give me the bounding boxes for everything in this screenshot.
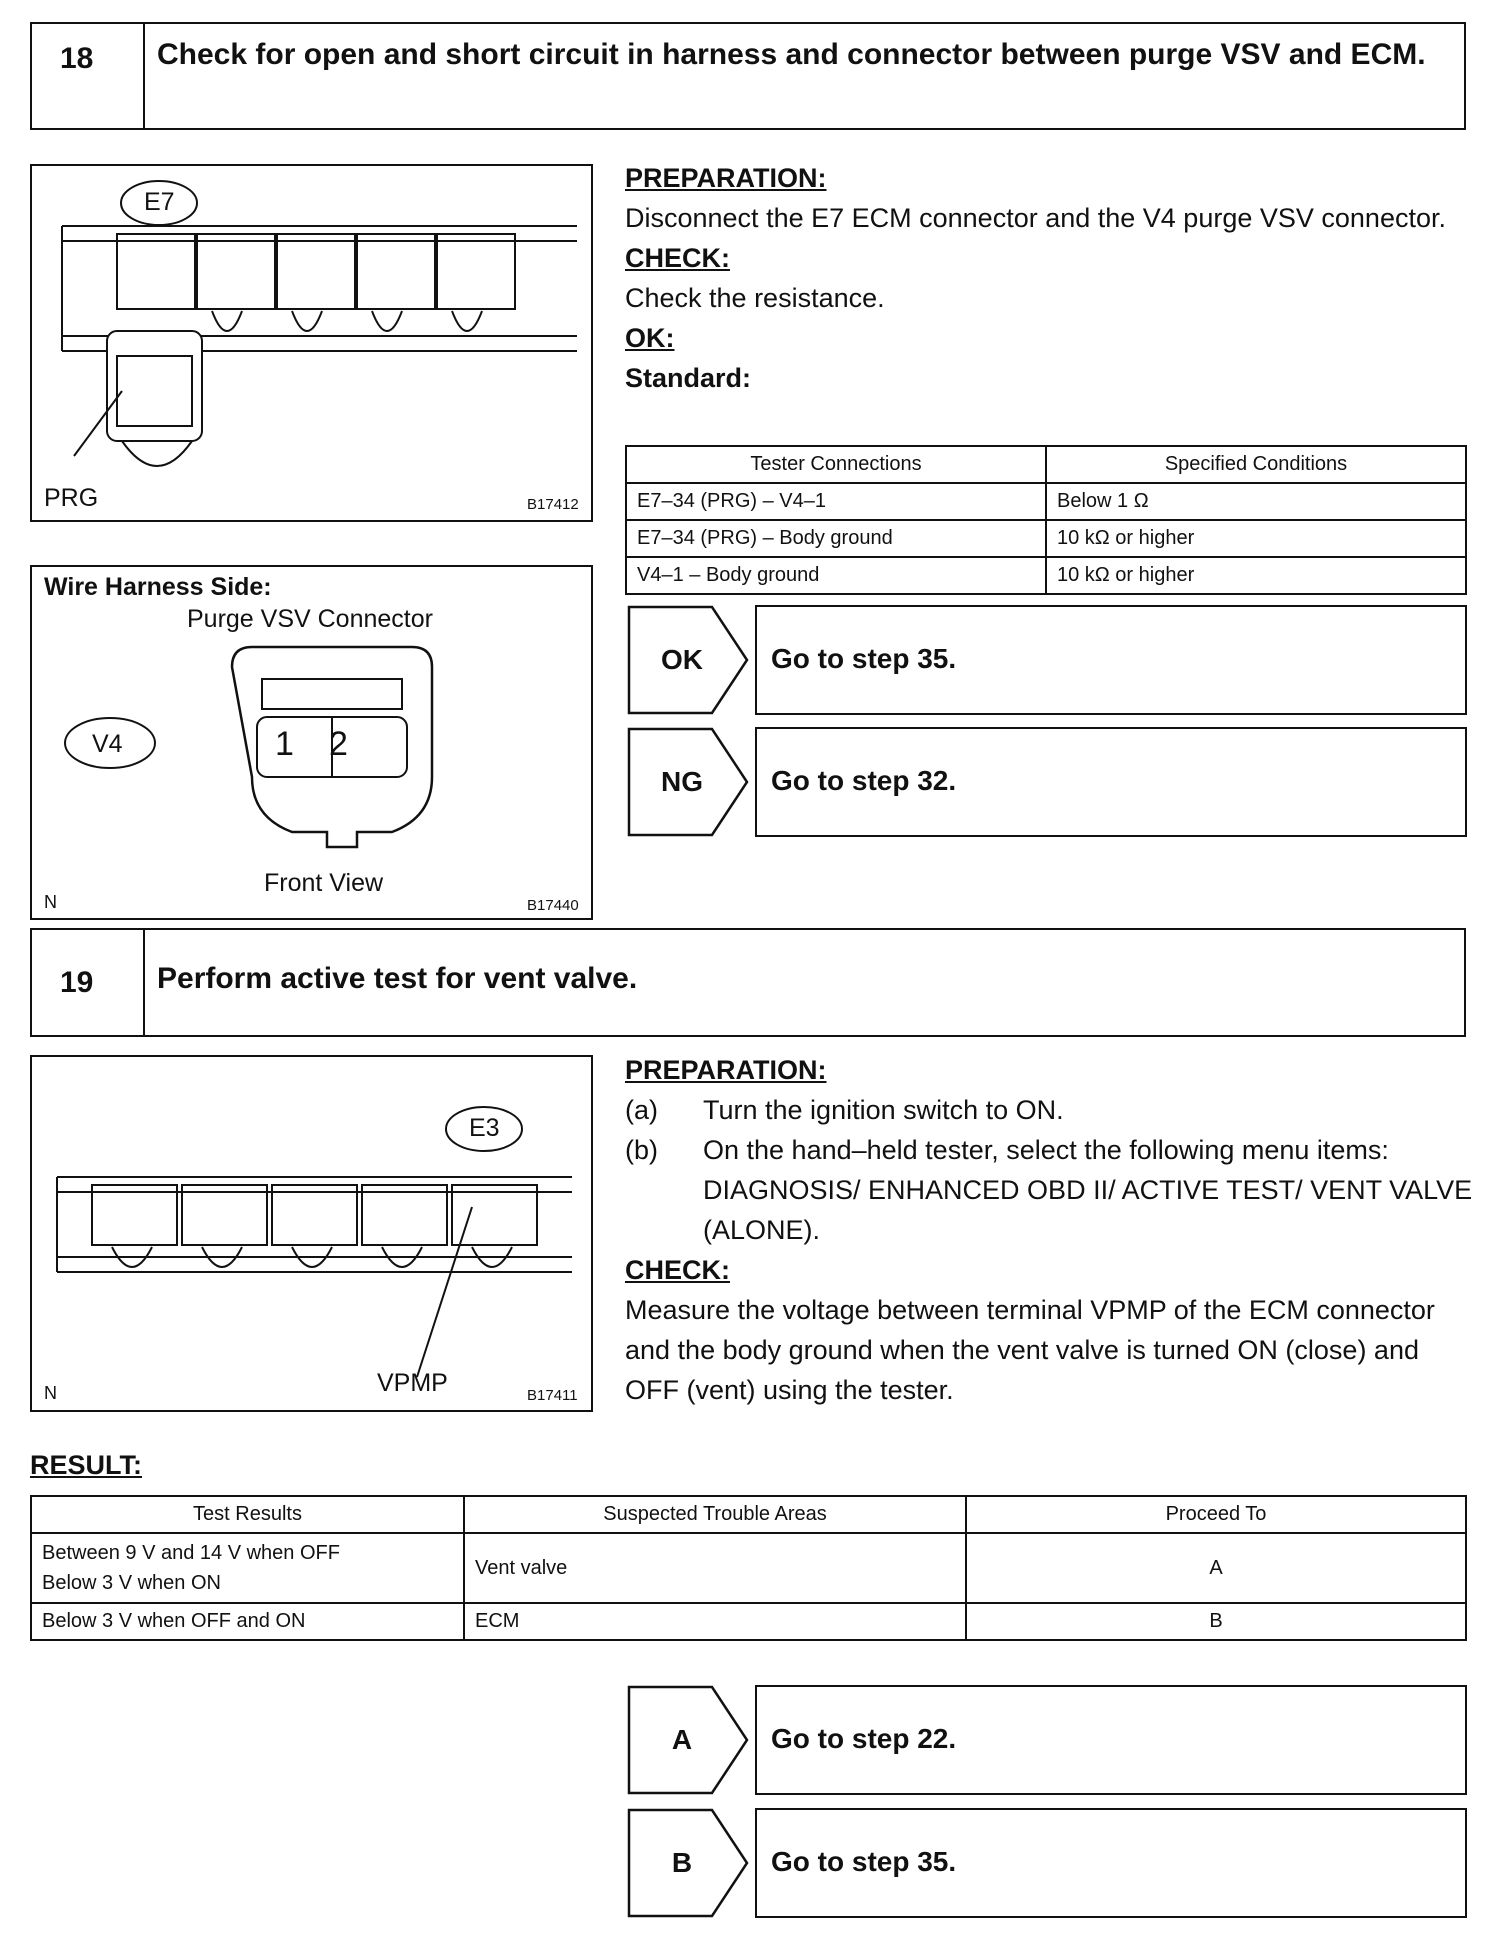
item-key: (a) bbox=[625, 1095, 658, 1125]
result-label: A bbox=[671, 1724, 693, 1755]
table-row bbox=[626, 520, 1466, 557]
result-ok-go-to-step[interactable] bbox=[627, 605, 1467, 715]
connector-label-e3: E3 bbox=[469, 1114, 500, 1142]
resistance-table bbox=[625, 445, 1467, 595]
result-label: OK bbox=[661, 644, 703, 675]
column-header: Specified Conditions bbox=[1046, 446, 1466, 483]
result-label: NG bbox=[661, 766, 703, 797]
corner-mark: N bbox=[44, 892, 57, 912]
ecm-connector-e3-figure bbox=[30, 1055, 593, 1412]
column-header: Test Results bbox=[31, 1496, 464, 1533]
ecm-connector-diagram bbox=[32, 166, 592, 521]
pin-label-vpmp: VPMP bbox=[377, 1369, 448, 1397]
standard-heading: Standard: bbox=[625, 363, 752, 393]
proceed-to: A bbox=[966, 1533, 1466, 1603]
step-18-instructions bbox=[625, 158, 1475, 398]
table-row bbox=[31, 1603, 1466, 1640]
list-item bbox=[625, 1130, 1475, 1250]
step-title: Perform active test for vent valve. bbox=[157, 962, 638, 995]
result-ng-go-to-step[interactable] bbox=[627, 727, 1467, 837]
result-label: B bbox=[671, 1847, 693, 1878]
tester-connection: E7–34 (PRG) – V4–1 bbox=[626, 483, 1046, 520]
test-result: Below 3 V when ON bbox=[42, 1572, 221, 1594]
front-view-label: Front View bbox=[264, 869, 384, 897]
specified-condition: 10 kΩ or higher bbox=[1046, 520, 1466, 557]
step-19-header bbox=[30, 928, 1466, 1037]
result-action[interactable]: Go to step 32. bbox=[755, 727, 1467, 837]
item-text: Turn the ignition switch to ON. bbox=[703, 1095, 1064, 1125]
ecm-connector-e7-figure bbox=[30, 164, 593, 522]
step-number: 18 bbox=[32, 24, 145, 128]
purge-vsv-connector-figure bbox=[30, 565, 593, 920]
step-number: 19 bbox=[32, 930, 145, 1035]
check-heading: CHECK: bbox=[625, 1255, 730, 1285]
tester-connection: V4–1 – Body ground bbox=[626, 557, 1046, 594]
ecm-connector-diagram bbox=[32, 1057, 592, 1411]
item-text: On the hand–held tester, select the following menu items: DIAGNOSIS/ ENHANCED OBD II/ ACTIVE TEST/ VENT VALVE (ALONE). bbox=[703, 1135, 1473, 1245]
wire-harness-side-label: Wire Harness Side: bbox=[44, 573, 272, 601]
figure-code: B17412 bbox=[527, 496, 579, 513]
check-text: Measure the voltage between terminal VPMP of the ECM connector and the body ground when the vent valve is turned ON (close) and OFF (vent) using the tester. bbox=[625, 1295, 1435, 1405]
result-action[interactable]: Go to step 35. bbox=[755, 1808, 1467, 1918]
step-18-header bbox=[30, 22, 1466, 130]
result-action[interactable]: Go to step 35. bbox=[755, 605, 1467, 715]
result-table bbox=[30, 1495, 1467, 1641]
proceed-to: B bbox=[966, 1603, 1466, 1640]
figure-code: B17440 bbox=[527, 897, 579, 914]
check-heading: CHECK: bbox=[625, 243, 730, 273]
connector-label-v4: V4 bbox=[92, 730, 123, 758]
figure-code: B17411 bbox=[527, 1387, 578, 1404]
specified-condition: Below 1 Ω bbox=[1046, 483, 1466, 520]
preparation-heading: PREPARATION: bbox=[625, 163, 827, 193]
item-key: (b) bbox=[625, 1135, 658, 1165]
pin-2: 2 bbox=[329, 725, 348, 763]
column-header: Proceed To bbox=[966, 1496, 1466, 1533]
step-title: Check for open and short circuit in harness and connector between purge VSV and ECM. bbox=[157, 38, 1426, 71]
result-action[interactable]: Go to step 22. bbox=[755, 1685, 1467, 1795]
step-19-instructions bbox=[625, 1050, 1475, 1410]
result-a-go-to-step[interactable] bbox=[627, 1685, 1467, 1795]
trouble-area: Vent valve bbox=[464, 1533, 966, 1603]
connector-title: Purge VSV Connector bbox=[187, 605, 433, 633]
corner-mark: N bbox=[44, 1383, 57, 1403]
ok-heading: OK: bbox=[625, 323, 675, 353]
specified-condition: 10 kΩ or higher bbox=[1046, 557, 1466, 594]
connector-label-e7: E7 bbox=[144, 188, 175, 216]
check-text: Check the resistance. bbox=[625, 283, 885, 313]
list-item bbox=[625, 1090, 1475, 1130]
tester-connection: E7–34 (PRG) – Body ground bbox=[626, 520, 1046, 557]
table-row bbox=[626, 557, 1466, 594]
pin-1: 1 bbox=[275, 725, 294, 763]
result-heading: RESULT: bbox=[30, 1450, 142, 1480]
result-b-go-to-step[interactable] bbox=[627, 1808, 1467, 1918]
preparation-heading: PREPARATION: bbox=[625, 1055, 827, 1085]
trouble-area: ECM bbox=[464, 1603, 966, 1640]
test-result: Below 3 V when OFF and ON bbox=[31, 1603, 464, 1640]
table-row bbox=[626, 483, 1466, 520]
column-header: Tester Connections bbox=[626, 446, 1046, 483]
pin-label-prg: PRG bbox=[44, 484, 99, 512]
table-row bbox=[31, 1533, 1466, 1603]
preparation-text: Disconnect the E7 ECM connector and the V4 purge VSV connector. bbox=[625, 203, 1446, 233]
column-header: Suspected Trouble Areas bbox=[464, 1496, 966, 1533]
test-result: Between 9 V and 14 V when OFF bbox=[42, 1542, 340, 1564]
